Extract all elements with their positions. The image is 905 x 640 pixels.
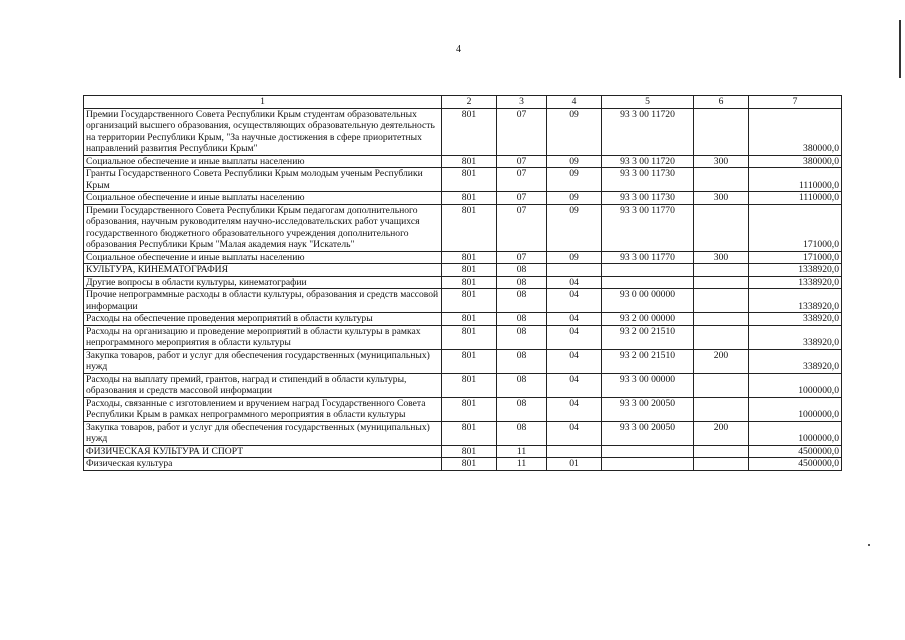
table-row: [84, 445, 842, 458]
row-name-cell: КУЛЬТУРА, КИНЕМАТОГРАФИЯ: [84, 264, 442, 277]
row-target-article-cell: 93 3 00 11720: [602, 108, 694, 155]
row-expense-type-cell: 300: [694, 251, 749, 264]
table-row: [84, 349, 842, 373]
row-expense-type-cell: [694, 445, 749, 458]
row-section-cell: 08: [497, 349, 547, 373]
row-expense-type-cell: [694, 276, 749, 289]
row-expense-type-cell: [694, 397, 749, 421]
row-section-cell: 08: [497, 264, 547, 277]
row-code-cell: 801: [442, 421, 497, 445]
row-code-cell: 801: [442, 313, 497, 326]
row-code-cell: 801: [442, 276, 497, 289]
row-section-cell: 08: [497, 313, 547, 326]
row-code-cell: 801: [442, 192, 497, 205]
row-expense-type-cell: 300: [694, 155, 749, 168]
row-name-cell: Закупка товаров, работ и услуг для обеспечения государственных (муниципальных) нужд: [84, 349, 442, 373]
scan-edge-line: [899, 20, 901, 78]
row-name-cell: Социальное обеспечение и иные выплаты населению: [84, 192, 442, 205]
row-expense-type-cell: [694, 313, 749, 326]
row-name-cell: Расходы, связанные с изготовлением и вручением наград Государственного Совета Республики Крым в рамках непрограммного мероприятия в области культуры: [84, 397, 442, 421]
row-subsection-cell: 04: [547, 421, 602, 445]
row-amount-cell: 1110000,0: [749, 192, 842, 205]
row-expense-type-cell: [694, 264, 749, 277]
row-name-cell: Премии Государственного Совета Республики Крым педагогам дополнительного образования, научным руководителям научно-исследовательских работ учащихся государственного бюджетного образовательного учреждения дополнительного образования Республики Крым "Малая академия наук "Искатель": [84, 204, 442, 251]
row-name-cell: Закупка товаров, работ и услуг для обеспечения государственных (муниципальных) нужд: [84, 421, 442, 445]
row-code-cell: 801: [442, 325, 497, 349]
scan-dot: [868, 544, 870, 546]
table-row: [84, 325, 842, 349]
row-target-article-cell: 93 3 00 00000: [602, 373, 694, 397]
row-code-cell: 801: [442, 458, 497, 471]
row-code-cell: 801: [442, 397, 497, 421]
row-code-cell: 801: [442, 168, 497, 192]
row-code-cell: 801: [442, 349, 497, 373]
row-section-cell: 07: [497, 251, 547, 264]
row-subsection-cell: 09: [547, 155, 602, 168]
header-cell: 2: [442, 96, 497, 109]
row-amount-cell: 338920,0: [749, 325, 842, 349]
row-subsection-cell: 09: [547, 168, 602, 192]
row-expense-type-cell: [694, 325, 749, 349]
row-code-cell: 801: [442, 251, 497, 264]
row-section-cell: 11: [497, 445, 547, 458]
row-section-cell: 08: [497, 397, 547, 421]
row-amount-cell: 1000000,0: [749, 373, 842, 397]
row-amount-cell: 1000000,0: [749, 421, 842, 445]
row-section-cell: 08: [497, 289, 547, 313]
row-amount-cell: 4500000,0: [749, 445, 842, 458]
table-row: [84, 458, 842, 471]
row-amount-cell: 338920,0: [749, 313, 842, 326]
table-row: [84, 421, 842, 445]
row-target-article-cell: 93 3 00 11770: [602, 204, 694, 251]
row-target-article-cell: 93 2 00 21510: [602, 325, 694, 349]
header-cell: 7: [749, 96, 842, 109]
row-expense-type-cell: [694, 204, 749, 251]
row-target-article-cell: 93 3 00 11730: [602, 192, 694, 205]
row-amount-cell: 1000000,0: [749, 397, 842, 421]
row-name-cell: Другие вопросы в области культуры, кинематографии: [84, 276, 442, 289]
row-name-cell: Расходы на обеспечение проведения мероприятий в области культуры: [84, 313, 442, 326]
row-amount-cell: 1338920,0: [749, 264, 842, 277]
row-subsection-cell: 04: [547, 349, 602, 373]
page-number: 4: [456, 44, 461, 55]
table-row: [84, 313, 842, 326]
row-target-article-cell: 93 0 00 00000: [602, 289, 694, 313]
row-expense-type-cell: [694, 289, 749, 313]
row-subsection-cell: 04: [547, 289, 602, 313]
row-target-article-cell: [602, 276, 694, 289]
header-cell: 5: [602, 96, 694, 109]
row-code-cell: 801: [442, 289, 497, 313]
row-section-cell: 07: [497, 192, 547, 205]
table-row: [84, 251, 842, 264]
row-subsection-cell: 04: [547, 276, 602, 289]
row-subsection-cell: 09: [547, 204, 602, 251]
header-row: [84, 96, 842, 109]
row-amount-cell: 338920,0: [749, 349, 842, 373]
row-expense-type-cell: 300: [694, 192, 749, 205]
row-expense-type-cell: [694, 168, 749, 192]
row-subsection-cell: 04: [547, 373, 602, 397]
row-expense-type-cell: [694, 373, 749, 397]
row-name-cell: Расходы на организацию и проведение мероприятий в области культуры в рамках непрограммного мероприятия в области культуры: [84, 325, 442, 349]
row-target-article-cell: 93 3 00 11770: [602, 251, 694, 264]
row-name-cell: Физическая культура: [84, 458, 442, 471]
row-name-cell: Прочие непрограммные расходы в области культуры, образования и средств массовой информации: [84, 289, 442, 313]
table-row: [84, 373, 842, 397]
row-subsection-cell: 04: [547, 397, 602, 421]
row-expense-type-cell: [694, 458, 749, 471]
row-name-cell: Социальное обеспечение и иные выплаты населению: [84, 251, 442, 264]
row-subsection-cell: [547, 445, 602, 458]
table-row: [84, 155, 842, 168]
row-expense-type-cell: 200: [694, 349, 749, 373]
row-section-cell: 07: [497, 204, 547, 251]
row-section-cell: 07: [497, 108, 547, 155]
row-subsection-cell: [547, 264, 602, 277]
row-target-article-cell: 93 3 00 20050: [602, 397, 694, 421]
row-target-article-cell: [602, 458, 694, 471]
row-name-cell: Гранты Государственного Совета Республики Крым молодым ученым Республики Крым: [84, 168, 442, 192]
header-cell: 3: [497, 96, 547, 109]
row-target-article-cell: 93 3 00 11720: [602, 155, 694, 168]
row-name-cell: ФИЗИЧЕСКАЯ КУЛЬТУРА И СПОРТ: [84, 445, 442, 458]
row-name-cell: Социальное обеспечение и иные выплаты населению: [84, 155, 442, 168]
row-expense-type-cell: [694, 108, 749, 155]
row-section-cell: 08: [497, 421, 547, 445]
table-row: [84, 397, 842, 421]
row-section-cell: 08: [497, 325, 547, 349]
row-subsection-cell: 01: [547, 458, 602, 471]
table-row: [84, 168, 842, 192]
table-row: [84, 289, 842, 313]
row-amount-cell: 1338920,0: [749, 289, 842, 313]
row-name-cell: Расходы на выплату премий, грантов, наград и стипендий в области культуры, образования и средств массовой информации: [84, 373, 442, 397]
row-target-article-cell: 93 3 00 11730: [602, 168, 694, 192]
header-cell: 4: [547, 96, 602, 109]
row-target-article-cell: 93 3 00 20050: [602, 421, 694, 445]
row-section-cell: 11: [497, 458, 547, 471]
row-section-cell: 07: [497, 155, 547, 168]
row-amount-cell: 380000,0: [749, 155, 842, 168]
row-section-cell: 08: [497, 276, 547, 289]
table-row: [84, 192, 842, 205]
row-code-cell: 801: [442, 204, 497, 251]
row-target-article-cell: 93 2 00 00000: [602, 313, 694, 326]
table-row: [84, 108, 842, 155]
table-row: [84, 204, 842, 251]
budget-table: [83, 95, 842, 471]
row-expense-type-cell: 200: [694, 421, 749, 445]
row-code-cell: 801: [442, 373, 497, 397]
row-code-cell: 801: [442, 155, 497, 168]
row-amount-cell: 4500000,0: [749, 458, 842, 471]
row-code-cell: 801: [442, 264, 497, 277]
row-name-cell: Премии Государственного Совета Республики Крым студентам образовательных организаций высшего образования, осуществляющих образовательную деятельность на территории Республики Крым, "За научные достижения в сфере приоритетных направлений развития Республики Крым": [84, 108, 442, 155]
row-subsection-cell: 09: [547, 108, 602, 155]
row-section-cell: 08: [497, 373, 547, 397]
header-cell: 6: [694, 96, 749, 109]
table-row: [84, 276, 842, 289]
row-target-article-cell: [602, 445, 694, 458]
row-amount-cell: 1110000,0: [749, 168, 842, 192]
row-subsection-cell: 04: [547, 313, 602, 326]
table-row: [84, 264, 842, 277]
header-cell: 1: [84, 96, 442, 109]
row-code-cell: 801: [442, 445, 497, 458]
row-subsection-cell: 09: [547, 192, 602, 205]
row-target-article-cell: [602, 264, 694, 277]
row-subsection-cell: 09: [547, 251, 602, 264]
row-amount-cell: 380000,0: [749, 108, 842, 155]
row-amount-cell: 171000,0: [749, 251, 842, 264]
row-amount-cell: 171000,0: [749, 204, 842, 251]
row-amount-cell: 1338920,0: [749, 276, 842, 289]
row-section-cell: 07: [497, 168, 547, 192]
row-target-article-cell: 93 2 00 21510: [602, 349, 694, 373]
row-code-cell: 801: [442, 108, 497, 155]
row-subsection-cell: 04: [547, 325, 602, 349]
